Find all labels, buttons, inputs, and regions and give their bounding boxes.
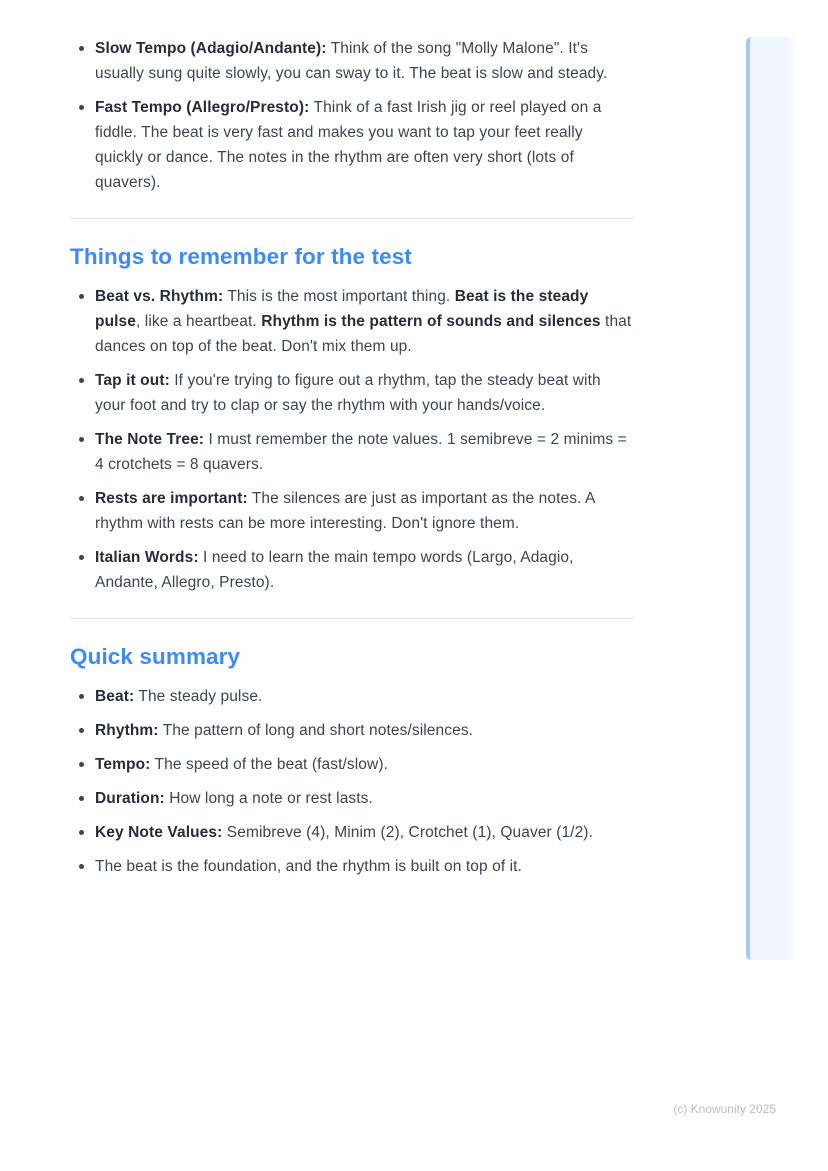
bold-text: Beat vs. Rhythm:	[95, 288, 224, 305]
bold-text: Tempo:	[95, 756, 151, 773]
list-item	[70, 545, 634, 595]
body-text: How long a note or rest lasts.	[164, 790, 373, 807]
quick-summary-list	[70, 684, 634, 879]
bold-text: Duration:	[95, 790, 165, 807]
list-item	[70, 427, 634, 477]
section-heading-quick-summary: Quick summary	[70, 644, 241, 669]
body-text: If you're trying to figure out a rhythm, tap the steady beat with your foot and try to clap or say the rhythm with your hands/voice.	[95, 372, 601, 414]
body-text: The beat is the foundation, and the rhythm is built on top of it.	[95, 858, 522, 875]
body-text: Think of the song "Molly Malone". It's usually sung quite slowly, you can sway to it. The beat is slow and steady.	[95, 40, 608, 82]
bold-text: Rhythm:	[95, 722, 159, 739]
body-text: , like a heartbeat.	[135, 313, 262, 330]
bold-text: Rests are important:	[95, 490, 248, 507]
bold-text: Italian Words:	[95, 549, 199, 566]
body-text: that dances on top of the beat. Don't mix them up.	[95, 313, 632, 355]
body-text: This is the most important thing.	[223, 288, 455, 305]
next-page-edge-strip	[746, 37, 794, 960]
bold-text: Tap it out:	[95, 372, 170, 389]
copyright-footer: (c) Knowunity 2025	[673, 1102, 776, 1116]
body-text: I must remember the note values. 1 semibreve = 2 minims = 4 crotchets = 8 quavers.	[95, 431, 627, 473]
list-item	[70, 368, 634, 418]
list-item	[70, 786, 634, 811]
bold-text: Beat:	[95, 688, 135, 705]
list-item	[70, 684, 634, 709]
list-item	[70, 752, 634, 777]
body-text: The silences are just as important as the notes. A rhythm with rests can be more interesting. Don't ignore them.	[95, 490, 595, 532]
body-text: Think of a fast Irish jig or reel played on a fiddle. The beat is very fast and makes you want to tap your feet really quickly or dance. The notes in the rhythm are often very short (lots of quavers).	[95, 99, 602, 191]
list-item	[70, 718, 634, 743]
list-item	[70, 854, 634, 879]
list-item	[70, 820, 634, 845]
body-text: The speed of the beat (fast/slow).	[150, 756, 388, 773]
body-text: Semibreve (4), Minim (2), Crotchet (1), Quaver (1/2).	[222, 824, 593, 841]
section-heading-things-to-remember: Things to remember for the test	[70, 244, 412, 269]
list-item	[70, 36, 634, 86]
tempo-examples-list	[70, 36, 634, 195]
things-to-remember-list	[70, 284, 634, 595]
bold-text: Fast Tempo (Allegro/Presto):	[95, 99, 310, 116]
list-item	[70, 284, 634, 359]
body-text: The pattern of long and short notes/silences.	[158, 722, 474, 739]
section-divider	[70, 218, 634, 219]
bold-text: Rhythm is the pattern of sounds and silences	[261, 313, 601, 330]
list-item	[70, 486, 634, 536]
bold-text: Key Note Values:	[95, 824, 223, 841]
bold-text: The Note Tree:	[95, 431, 205, 448]
body-text: I need to learn the main tempo words (Largo, Adagio, Andante, Allegro, Presto).	[95, 549, 574, 591]
list-item	[70, 95, 634, 195]
bold-text: Slow Tempo (Adagio/Andante):	[95, 40, 327, 57]
section-divider	[70, 618, 634, 619]
bold-text: Beat is the steady pulse	[95, 288, 589, 330]
body-text: The steady pulse.	[134, 688, 263, 705]
note-content	[70, 36, 634, 888]
